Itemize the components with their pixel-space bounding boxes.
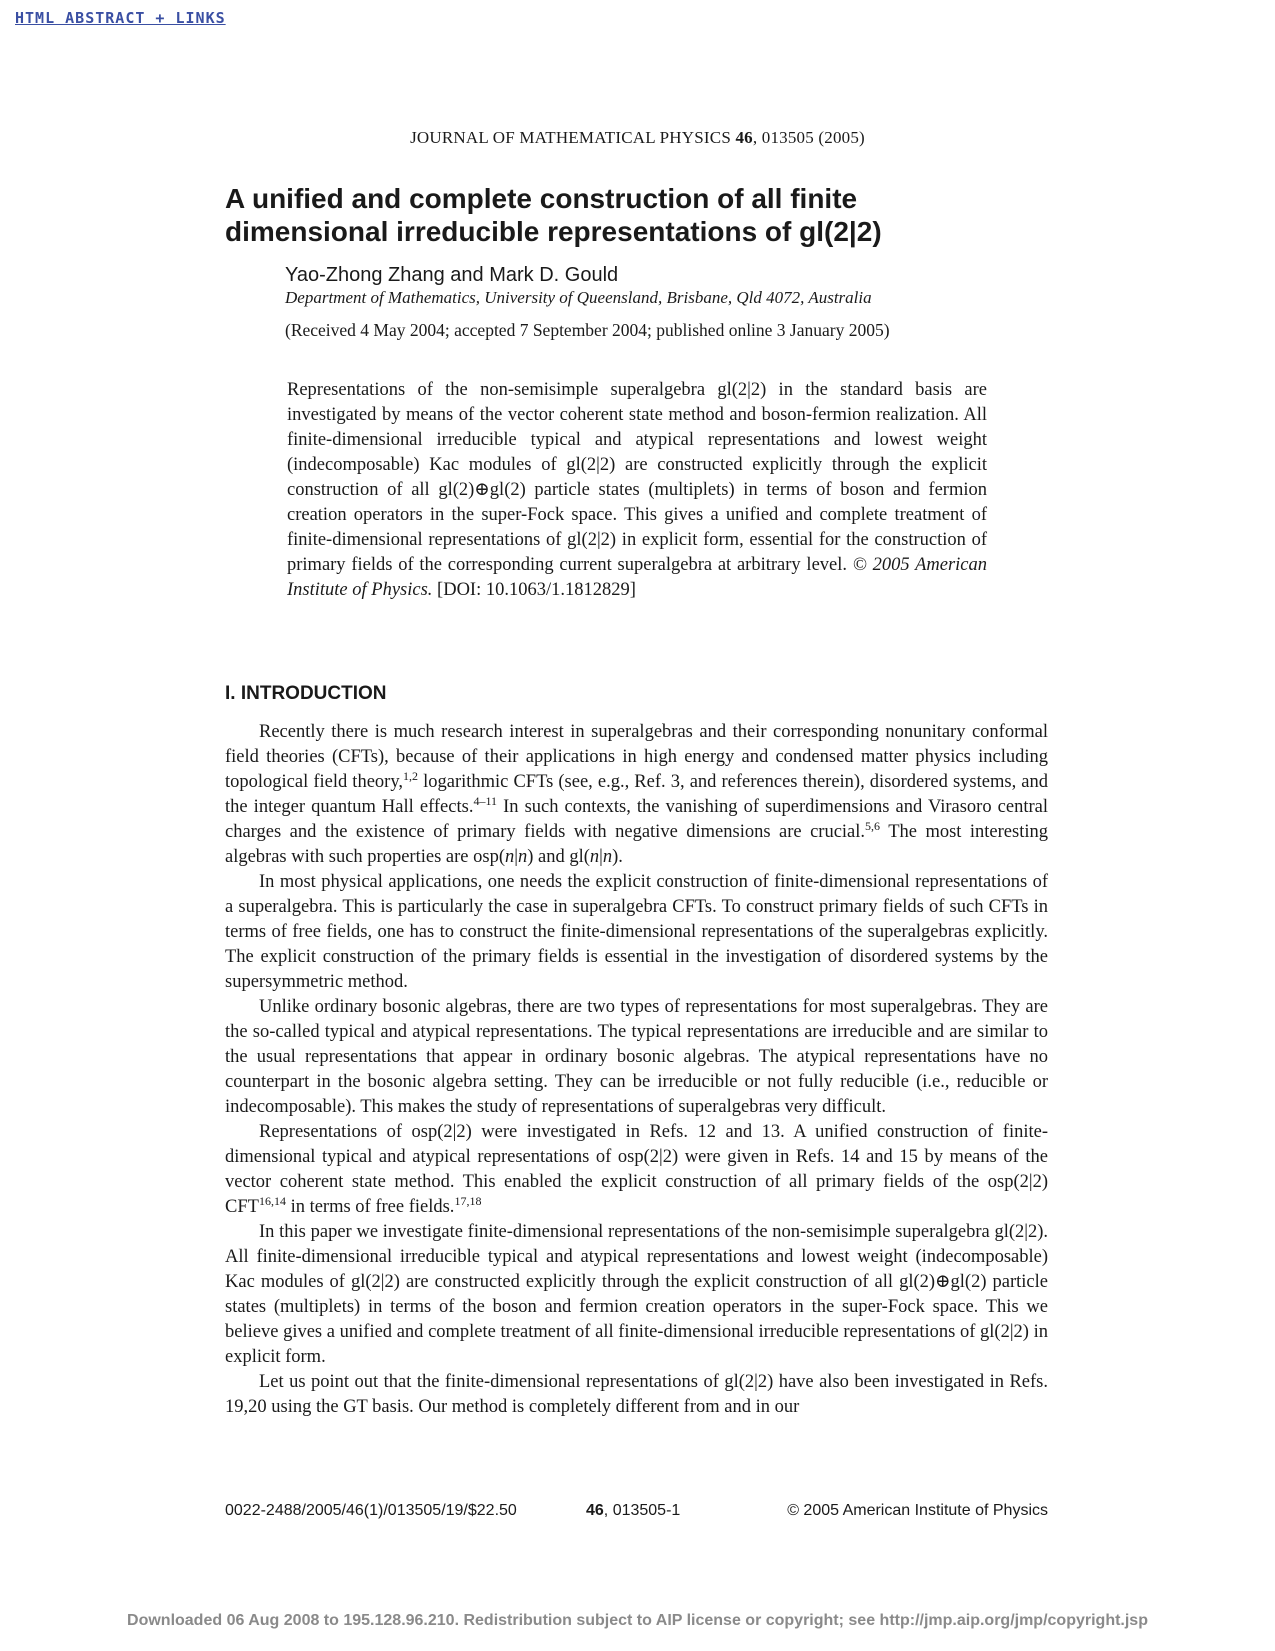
paragraph-5: In this paper we investigate finite-dimensional representations of the non-semisimple superalgebra gl(2|2). All finite-dimensional irreducible typical and atypical representations and lowest weight (indecomposable) Kac modules of gl(2|2) are constructed explicitly through the explicit construction of all gl(2)⊕gl(2) particle states (multiplets) in terms of the boson and fermion creation operators in the super-Fock space. This we believe gives a unified and complete treatment of all finite-dimensional irreducible representations of gl(2|2) in explicit form. [225, 1222, 1048, 1367]
abstract [287, 378, 987, 603]
footer-volume: 46 [586, 1502, 604, 1519]
html-abstract-links-link[interactable]: HTML ABSTRACT + LINKS [15, 9, 226, 27]
authors: Yao-Zhong Zhang and Mark D. Gould [285, 264, 619, 286]
p1-text-f: ). [612, 847, 623, 867]
p4-text-b: in terms of free fields. [285, 1197, 455, 1217]
section-heading: I. INTRODUCTION [225, 683, 387, 704]
math-var: n [589, 847, 600, 867]
journal-header [0, 128, 1275, 148]
paragraph-2: In most physical applications, one needs the explicit construction of finite-dimensional representations of a superalgebra. This is particularly the case in superalgebra CFTs. To construct primary fields of such CFTs in terms of free fields, one has to construct the finite-dimensional representations of the superalgebras explicitly. The explicit construction of the primary fields is essential in the investigation of disordered systems by the supersymmetric method. [225, 872, 1048, 992]
footer-issn: 0022-2488/2005/46(1)/013505/19/$22.50 [225, 1502, 517, 1519]
paragraph-1 [225, 720, 1048, 870]
citation-ref[interactable]: 1,2 [403, 769, 418, 783]
paragraph-6: Let us point out that the finite-dimensional representations of gl(2|2) have also been investigated in Refs. 19,20 using the GT basis. Our method is completely different from and in our [225, 1372, 1048, 1417]
p1-text-d: The most interesting algebras with such properties are osp( [225, 822, 1048, 867]
footer-page-number: , 013505-1 [603, 1502, 681, 1519]
citation-ref[interactable]: 16,14 [258, 1194, 286, 1208]
affiliation: Department of Mathematics, University of Queensland, Brisbane, Qld 4072, Australia [285, 288, 872, 307]
body-text [225, 720, 1048, 1420]
math-var: n [602, 847, 613, 867]
p4-text-a: Representations of osp(2|2) were investigated in Refs. 12 and 13. A unified construction of finite-dimensional typical and atypical representations of osp(2|2) were given in Refs. 14 and 15 by means of the vector coherent state method. This enabled the explicit construction of all primary fields of the osp(2|2) CFT [225, 1122, 1048, 1217]
download-notice: Downloaded 06 Aug 2008 to 195.128.96.210. Redistribution subject to AIP license or copyright; see http://jmp.aip.org/jmp/copyright.jsp [127, 1612, 1148, 1629]
title-line-2: dimensional irreducible representations of gl(2|2) [225, 216, 882, 247]
p1-text-a: Recently there is much research interest in superalgebras and their corresponding nonunitary conformal field theories (CFTs), because of their applications in high energy and condensed matter physics including topological field theory, [225, 722, 1048, 792]
p1-text-c: In such contexts, the vanishing of superdimensions and Virasoro central charges and the existence of primary fields with negative dimensions are crucial. [225, 797, 1048, 842]
math-bar: | [514, 847, 518, 867]
journal-name: JOURNAL OF MATHEMATICAL PHYSICS [410, 128, 731, 147]
paragraph-4 [225, 1120, 1048, 1220]
title-line-1: A unified and complete construction of all finite [225, 183, 858, 214]
abstract-doi: [DOI: 10.1063/1.1812829] [437, 580, 636, 600]
math-bar: | [599, 847, 603, 867]
received-dates: (Received 4 May 2004; accepted 7 September 2004; published online 3 January 2005) [285, 320, 890, 340]
paragraph-3: Unlike ordinary bosonic algebras, there are two types of representations for most superalgebras. They are the so-called typical and atypical representations. The typical representations are irreducible and are similar to the usual representations that appear in ordinary bosonic algebras. The atypical representations have no counterpart in the bosonic algebra setting. They can be irreducible or not fully reducible (i.e., reducible or indecomposable). This makes the study of representations of superalgebras very difficult. [225, 997, 1048, 1117]
p1-text-b: logarithmic CFTs (see, e.g., Ref. 3, and references therein), disordered systems, and the integer quantum Hall effects. [225, 772, 1048, 817]
paper-title [225, 182, 1025, 248]
abstract-text: Representations of the non-semisimple superalgebra gl(2|2) in the standard basis are investigated by means of the vector coherent state method and boson-fermion realization. All finite-dimensional irreducible typical and atypical representations and lowest weight (indecomposable) Kac modules of gl(2|2) are constructed explicitly through the explicit construction of all gl(2)⊕gl(2) particle states (multiplets) in terms of boson and fermion creation operators in the super-Fock space. This gives a unified and complete treatment of finite-dimensional representations of gl(2|2) in explicit form, essential for the construction of primary fields of the corresponding current superalgebra at arbitrary level. [287, 380, 987, 575]
journal-citation: , 013505 (2005) [752, 128, 865, 147]
math-var: n [517, 847, 528, 867]
abstract-copyright: © 2005 American Institute of Physics. [287, 555, 987, 600]
footer-page [586, 1502, 680, 1520]
citation-ref[interactable]: 17,18 [454, 1194, 482, 1208]
math-var: n [504, 847, 515, 867]
footer-copyright: © 2005 American Institute of Physics [787, 1502, 1048, 1519]
citation-ref[interactable]: 4–11 [473, 794, 498, 808]
p1-text-e: ) and gl( [527, 847, 590, 867]
citation-ref[interactable]: 5,6 [865, 819, 881, 833]
journal-volume: 46 [735, 128, 753, 147]
